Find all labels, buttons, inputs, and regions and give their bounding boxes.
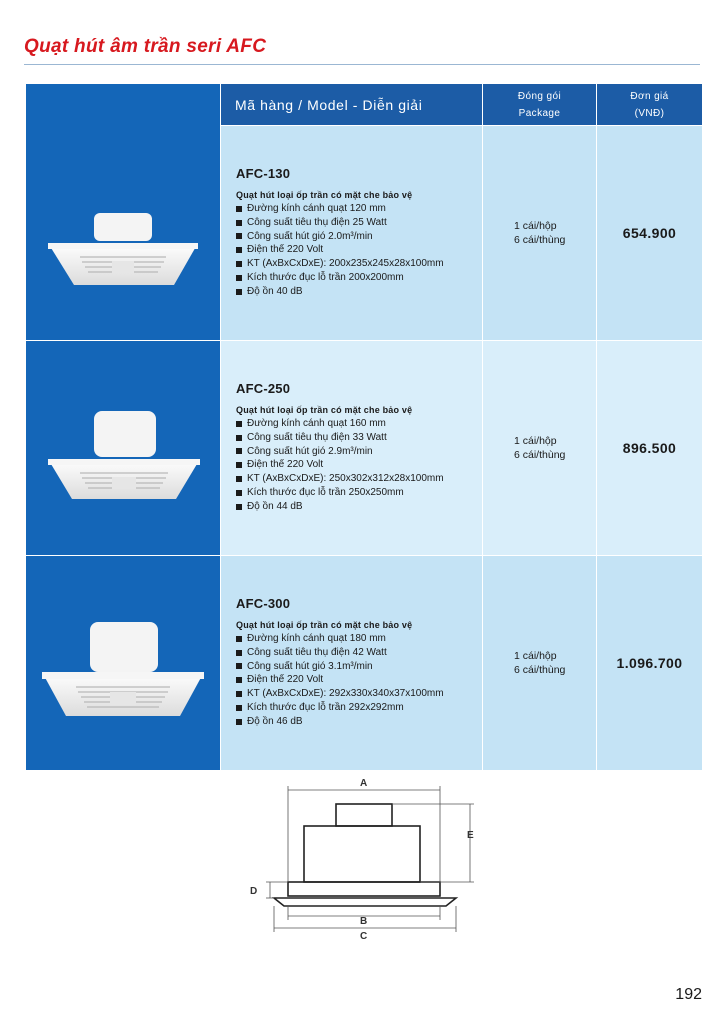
square-bullet-icon xyxy=(236,289,242,295)
spec-item: KT (AxBxCxDxE): 292x330x340x37x100mm xyxy=(236,687,482,701)
product-photo-afc-130 xyxy=(26,125,220,340)
header-packing xyxy=(482,84,596,125)
square-bullet-icon xyxy=(236,490,242,496)
square-bullet-icon xyxy=(236,233,242,239)
product-price-afc-250 xyxy=(596,340,702,555)
label-e: E xyxy=(467,830,474,841)
product-photo-afc-300 xyxy=(26,555,220,770)
spec-item: Công suất tiêu thụ điện 42 Watt xyxy=(236,646,482,660)
packing-carton: 6 cái/thùng xyxy=(514,449,566,461)
dimension-diagram xyxy=(242,774,492,949)
product-subtitle: Quạt hút loại ốp trần có mặt che bảo vệ xyxy=(236,190,413,200)
spec-item: Đường kính cánh quạt 180 mm xyxy=(236,632,482,646)
price-value: 654.900 xyxy=(622,225,677,241)
label-a: A xyxy=(360,778,368,789)
label-c: C xyxy=(360,931,368,942)
product-price-afc-300 xyxy=(596,555,702,770)
price-value: 1.096.700 xyxy=(616,655,683,671)
fan-outline xyxy=(274,804,456,906)
page-title: Quạt hút âm trần seri AFC xyxy=(24,36,267,57)
square-bullet-icon xyxy=(236,719,242,725)
product-row-afc-130 xyxy=(26,125,702,340)
spec-item: Công suất hút gió 2.0m³/min xyxy=(236,230,482,244)
square-bullet-icon xyxy=(236,691,242,697)
square-bullet-icon xyxy=(236,476,242,482)
label-b: B xyxy=(360,916,368,927)
product-table xyxy=(26,84,702,770)
spec-item: Công suất hút gió 3.1m³/min xyxy=(236,660,482,674)
packing-box: 1 cái/hộp xyxy=(514,435,557,447)
square-bullet-icon xyxy=(236,663,242,669)
square-bullet-icon xyxy=(236,261,242,267)
product-row-afc-250 xyxy=(26,340,702,555)
square-bullet-icon xyxy=(236,220,242,226)
header-packing-en: Package xyxy=(518,107,561,119)
square-bullet-icon xyxy=(236,448,242,454)
square-bullet-icon xyxy=(236,705,242,711)
spec-item: Kích thước đục lỗ trần 250x250mm xyxy=(236,486,482,500)
label-d: D xyxy=(250,886,258,897)
spec-item: Điện thế 220 Volt xyxy=(236,243,482,257)
header-price-unit: (VNĐ) xyxy=(634,107,665,119)
product-desc-afc-130 xyxy=(220,125,482,340)
page-number: 192 xyxy=(675,986,702,1003)
packing-carton: 6 cái/thùng xyxy=(514,234,566,246)
model-code: AFC-130 xyxy=(236,166,291,181)
spec-item: Đường kính cánh quạt 160 mm xyxy=(236,417,482,431)
header-packing-vi: Đóng gói xyxy=(517,90,562,102)
header-price xyxy=(596,84,702,125)
table-header xyxy=(26,84,702,125)
packing-carton: 6 cái/thùng xyxy=(514,664,566,676)
product-photo-afc-250 xyxy=(26,340,220,555)
product-subtitle: Quạt hút loại ốp trần có mặt che bảo vệ xyxy=(236,620,413,630)
spec-item: Công suất hút gió 2.9m³/min xyxy=(236,445,482,459)
spec-item: Độ ồn 40 dB xyxy=(236,285,482,299)
spec-item: Độ ồn 46 dB xyxy=(236,715,482,729)
spec-item: Công suất tiêu thụ điện 33 Watt xyxy=(236,431,482,445)
product-packing-afc-250 xyxy=(482,340,596,555)
product-subtitle: Quạt hút loại ốp trần có mặt che bảo vệ xyxy=(236,405,413,415)
square-bullet-icon xyxy=(236,421,242,427)
product-packing-afc-130 xyxy=(482,125,596,340)
packing-box: 1 cái/hộp xyxy=(514,650,557,662)
spec-item: KT (AxBxCxDxE): 200x235x245x28x100mm xyxy=(236,257,482,271)
spec-item: KT (AxBxCxDxE): 250x302x312x28x100mm xyxy=(236,472,482,486)
square-bullet-icon xyxy=(236,206,242,212)
spec-item: Kích thước đục lỗ trần 292x292mm xyxy=(236,701,482,715)
spec-item: Kích thước đục lỗ trần 200x200mm xyxy=(236,271,482,285)
model-code: AFC-250 xyxy=(236,381,291,396)
product-desc-afc-300 xyxy=(220,555,482,770)
packing-box: 1 cái/hộp xyxy=(514,220,557,232)
spec-item: Điện thế 220 Volt xyxy=(236,673,482,687)
product-price-afc-130 xyxy=(596,125,702,340)
square-bullet-icon xyxy=(236,435,242,441)
square-bullet-icon xyxy=(236,275,242,281)
square-bullet-icon xyxy=(236,504,242,510)
ceiling-fan-image xyxy=(34,381,212,501)
spec-item: Đường kính cánh quạt 120 mm xyxy=(236,202,482,216)
product-desc-afc-250 xyxy=(220,340,482,555)
square-bullet-icon xyxy=(236,650,242,656)
spec-item: Điện thế 220 Volt xyxy=(236,458,482,472)
header-price-vi: Đơn giá xyxy=(630,90,669,102)
ceiling-fan-image xyxy=(34,165,212,285)
title-divider xyxy=(24,64,700,65)
header-photo-cell xyxy=(26,84,220,125)
product-packing-afc-300 xyxy=(482,555,596,770)
spec-item: Độ ồn 44 dB xyxy=(236,500,482,514)
spec-item: Công suất tiêu thụ điện 25 Watt xyxy=(236,216,482,230)
dimension-lines xyxy=(266,786,474,932)
header-model-label: Mã hàng / Model - Diễn giải xyxy=(235,96,423,113)
square-bullet-icon xyxy=(236,636,242,642)
model-code: AFC-300 xyxy=(236,596,291,611)
product-row-afc-300 xyxy=(26,555,702,770)
square-bullet-icon xyxy=(236,462,242,468)
header-model xyxy=(220,84,482,125)
square-bullet-icon xyxy=(236,677,242,683)
price-value: 896.500 xyxy=(622,440,677,456)
square-bullet-icon xyxy=(236,247,242,253)
ceiling-fan-image xyxy=(34,596,212,716)
